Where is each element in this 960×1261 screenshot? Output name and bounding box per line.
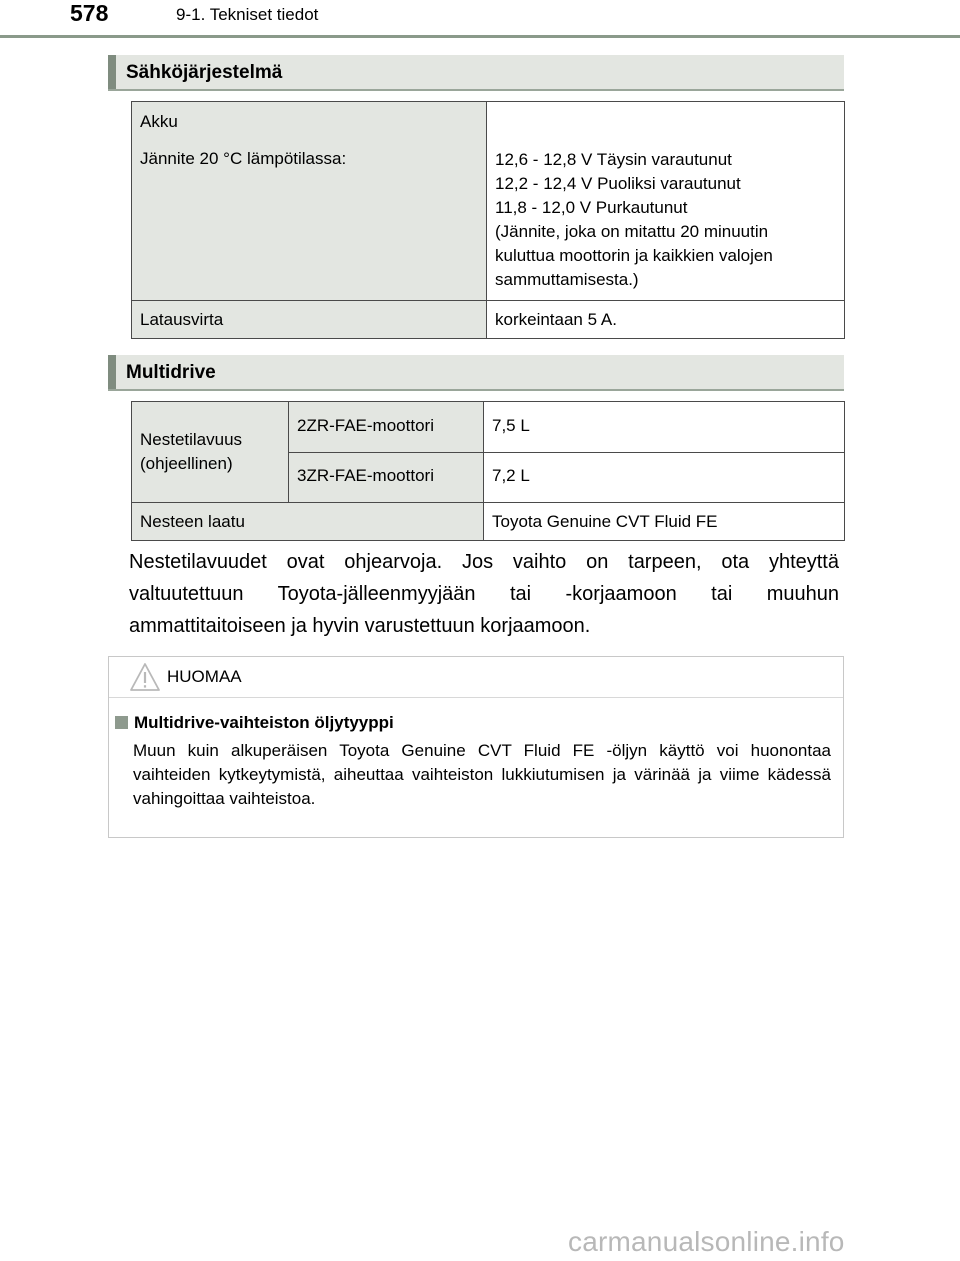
- voltage-value: 12,6 - 12,8 V Täysin varautunut: [495, 150, 732, 169]
- section-heading-electrical: [108, 55, 844, 91]
- square-bullet-icon: [115, 716, 128, 729]
- page-number: 578: [70, 0, 109, 26]
- capacity-label: Nestetilavuus: [140, 430, 243, 449]
- multidrive-table: [131, 401, 845, 541]
- voltage-note: kuluttua moottorin ja kaikkien valojen: [495, 246, 773, 265]
- section-bar: [108, 55, 116, 89]
- table-row: [132, 301, 845, 339]
- capacity-note-paragraph: Nestetilavuudet ovat ohjearvoja. Jos vaihto on tarpeen, ota yhteyttä valtuutettuun Toyota-jälleenmyyjään tai -korjaamoon tai muuhun ammattitaitoiseen ja hyvin varustettuun korjaamoon.: [129, 551, 839, 637]
- electrical-table: [131, 101, 845, 339]
- section-title: Sähköjärjestelmä: [126, 62, 283, 83]
- warning-triangle-icon: [129, 661, 161, 698]
- notice-header: [109, 657, 843, 698]
- battery-label-cell: [132, 102, 487, 301]
- header-rule: [0, 35, 960, 38]
- fluid-quality-label: Nesteen laatu: [132, 503, 484, 541]
- table-row: [132, 402, 845, 453]
- engine-name: 2ZR-FAE-moottori: [289, 402, 484, 453]
- voltage-value: 11,8 - 12,0 V Purkautunut: [495, 198, 688, 217]
- notice-text: Muun kuin alkuperäisen Toyota Genuine CVT Fluid FE -öljyn käyttö voi huonontaa vaihteiden kytkeytymistä, aiheuttaa vaihteiston lukkiutumisen ja värinää ja viime kädessä vahingoittaa vaihteistoa.: [133, 741, 831, 808]
- section-title: Multidrive: [126, 362, 216, 383]
- page-header: [0, 0, 960, 40]
- notice-label: HUOMAA: [167, 667, 242, 686]
- charging-label: Latausvirta: [132, 301, 487, 339]
- fluid-quality-value: Toyota Genuine CVT Fluid FE: [484, 503, 845, 541]
- notice-body: [115, 713, 831, 811]
- engine-name: 3ZR-FAE-moottori: [289, 453, 484, 503]
- table-row: [132, 102, 845, 301]
- section-bar: [108, 355, 116, 389]
- chapter-title: 9-1. Tekniset tiedot: [176, 5, 319, 24]
- voltage-label: Jännite 20 °C lämpötilassa:: [140, 149, 347, 168]
- charging-value: korkeintaan 5 A.: [487, 301, 845, 339]
- engine-capacity: 7,5 L: [484, 402, 845, 453]
- notice-box: [108, 656, 844, 838]
- voltage-value: 12,2 - 12,4 V Puoliksi varautunut: [495, 174, 741, 193]
- capacity-label-cell: [132, 402, 289, 503]
- notice-subtitle: Multidrive-vaihteiston öljytyyppi: [134, 713, 394, 732]
- table-row: [132, 503, 845, 541]
- voltage-note: (Jännite, joka on mitattu 20 minuutin: [495, 222, 769, 241]
- battery-label: Akku: [140, 112, 178, 131]
- engine-capacity: 7,2 L: [484, 453, 845, 503]
- voltage-values-cell: [487, 102, 845, 301]
- voltage-note: sammuttamisesta.): [495, 270, 639, 289]
- watermark: carmanualsonline.info: [568, 1226, 845, 1257]
- capacity-label-note: (ohjeellinen): [140, 454, 233, 473]
- section-heading-multidrive: [108, 355, 844, 391]
